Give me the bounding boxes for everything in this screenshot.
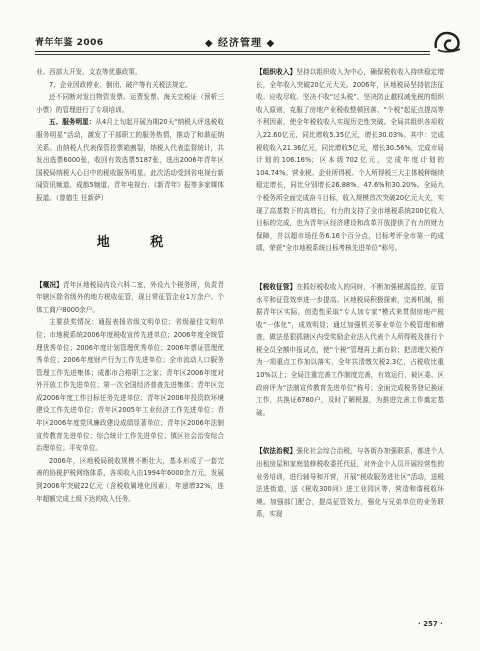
page-header (0, 0, 480, 58)
paragraph-text: 青年区地税局内设六科二室，外设九个税务所，负责青年辖区除省级外的地方税收征管，现日常征管企业1万余户、个体工商户8000余户。 (36, 280, 224, 314)
paragraph-text: 坚持以组织收入为中心，确保税收收入持续稳定增长，全年收入突破20亿元大关。2006年，区地税局坚持依法征收、应收尽收、坚决不收“过头税”、坚决防止越权减免税的组织收入原则，克服了房地产业税收整顿回落、“个税”起征点提高等不利因素，使全年税收收入实现历史性突破。全局共组织各项收入22.60亿元，同比增收5.35亿元，增长30.03%。其中：完成税收收入21.36亿元，同比增收5亿元，增长30.56%，完成市局计划的106.16%；区本级702亿元，完成年度计划的104.74%。营业税、企业所得税、个人所得税三大主体税种继续稳定增长，同比分别增长26.88%、47.6%和30.20%。全局九个税务所全面完成奋斗目标，收入规模首次突破20亿元大关，实现了高基数下的高增长，有力的支持了全市地税系统200亿收入目标的完成，也为青年区经济建设和改革开放提供了有力的财力保障，并以超市场任务6.16个百分点，目标考评全市第一的成绩，荣获“全市地税系统目标考核先进单位”称号。 (256, 68, 444, 253)
paragraph: 主要获奖情况：通报表扬省级文明单位；省级最佳文明单位；市地税系统2006年度税收宣传先进单位；2006年度全统管理优秀单位；2006年度计划管理优秀单位；2006年票证管理优秀单位；2006年度财产行为工作先进单位；全市流动人口服务管理工作先进集体；成都市合格职工之家；青年区2006年度对外开放工作先进单位；第一次全国经济普查先进集体；青年区完成2006年度工作目标任务先进单位；青年区2006年投资软环境建设工作先进单位；青年区2005年工业经济工作先进单位；青年区2006年度党风廉政建设成绩显著单位；青年区2006年法制宣传教育先进单位；综合统计工作先进单位；镇区社会治安综合治理单位；平安单位。 (36, 318, 224, 453)
paragraph: 7、企业因政停业、倒闭、破产等有关税法规定。 (49, 80, 192, 89)
section-title: 地 税 (96, 234, 182, 250)
paragraph (36, 116, 224, 204)
header-rule (35, 51, 430, 52)
paragraph-tag: 五、服务明星： (49, 118, 96, 127)
page-number: · 257 · (418, 620, 443, 628)
paragraph (256, 445, 444, 521)
paragraph-tag: 【概况】 (36, 280, 63, 289)
paragraph-text: 强化社会综合治税，与各街办加强联系，都进个人出租房屋和家庭装修税收委托代征，对外企个人员开展经营性的业务培训，进行辅导和开营，开展“税收服务进社区”活动，送税法进街道，送《税收300问》进工业园区等，营造和谐税收环境。加强部门配合，提高征管效力，强化与兄弟单位的业务联系，实现 (256, 447, 444, 519)
paragraph: 业、西部大开发、支农等优惠政策。 (36, 68, 142, 76)
yearbook-logo-icon (432, 28, 464, 54)
section-name: ◆ 经济管理 ◆ (204, 38, 276, 49)
paragraph-tag: 【组织收入】 (256, 68, 297, 76)
paragraph-tag: 【依法治税】 (256, 447, 297, 456)
paragraph (36, 279, 224, 317)
left-column (36, 66, 224, 505)
paragraph (256, 66, 444, 255)
header-rule-thin (35, 54, 430, 55)
paragraph-text: 从4月上旬起开展为期20天“纳税人评选税收服务明星”活动，激发了干部职工的服务热情，推动了和谐征纳关系。由纳税人代表保管投票箱割裂，纳税人代表监督统计，共发出选票6000张，收回有效选票5187张，选出2006年青年区国税局纳税人心目中的税收服务明星。此次活动受到省电视台新闻资讯频道、成都5频道、青年电视台、《新青年》报等多家媒体报道。（曾德生 任新萨） (36, 118, 224, 202)
paragraph-tag: 【税收征管】 (256, 282, 297, 291)
paragraph (256, 281, 444, 420)
right-column (256, 66, 444, 521)
paragraph-text: 在抓好税收收入的同时，不断加强税源监控，征管水平和征管效率进一步提高。区地税局积极探索，完善机制，根据青年区实际，创造性采取“专人加专家”模式来贯彻房地产税收“一体化”，成效明显；通过加强机关事业单位个税管理和稽查，做法是狠抓辖区内受奖励企业法人代表个人所得税及推行个税全员全额申报试点，使“个税”管理再上新台阶；把清理欠税作为一项重点工作加以落实，全年共清缴欠税2.3亿，占税收比重10%以上；全局注重完善工作制度完善，有效运行，被区委、区政府评为“法制宣传教育先进单位”称号；全面完成税务登记换证工作，共换证6780户，及时了解税源，为推进完善工作奠定基础。 (256, 282, 444, 417)
paragraph: 2006年，区地税局税收规模不断壮大，基本形成了一套完善的协税护税网络体系，各项收入由1994年6000余万元，发展到2006年突破22亿元（含税收属地化因素），年递增32%，连年超额完成上级下达的收入任务。 (36, 456, 224, 503)
paragraph: 还不同断对发目物资发票、运费发票、海关完税证（预析三小票）的管理进行了专项培训。 (36, 93, 224, 114)
yearbook-title: 青年年鉴 2006 (35, 38, 104, 48)
